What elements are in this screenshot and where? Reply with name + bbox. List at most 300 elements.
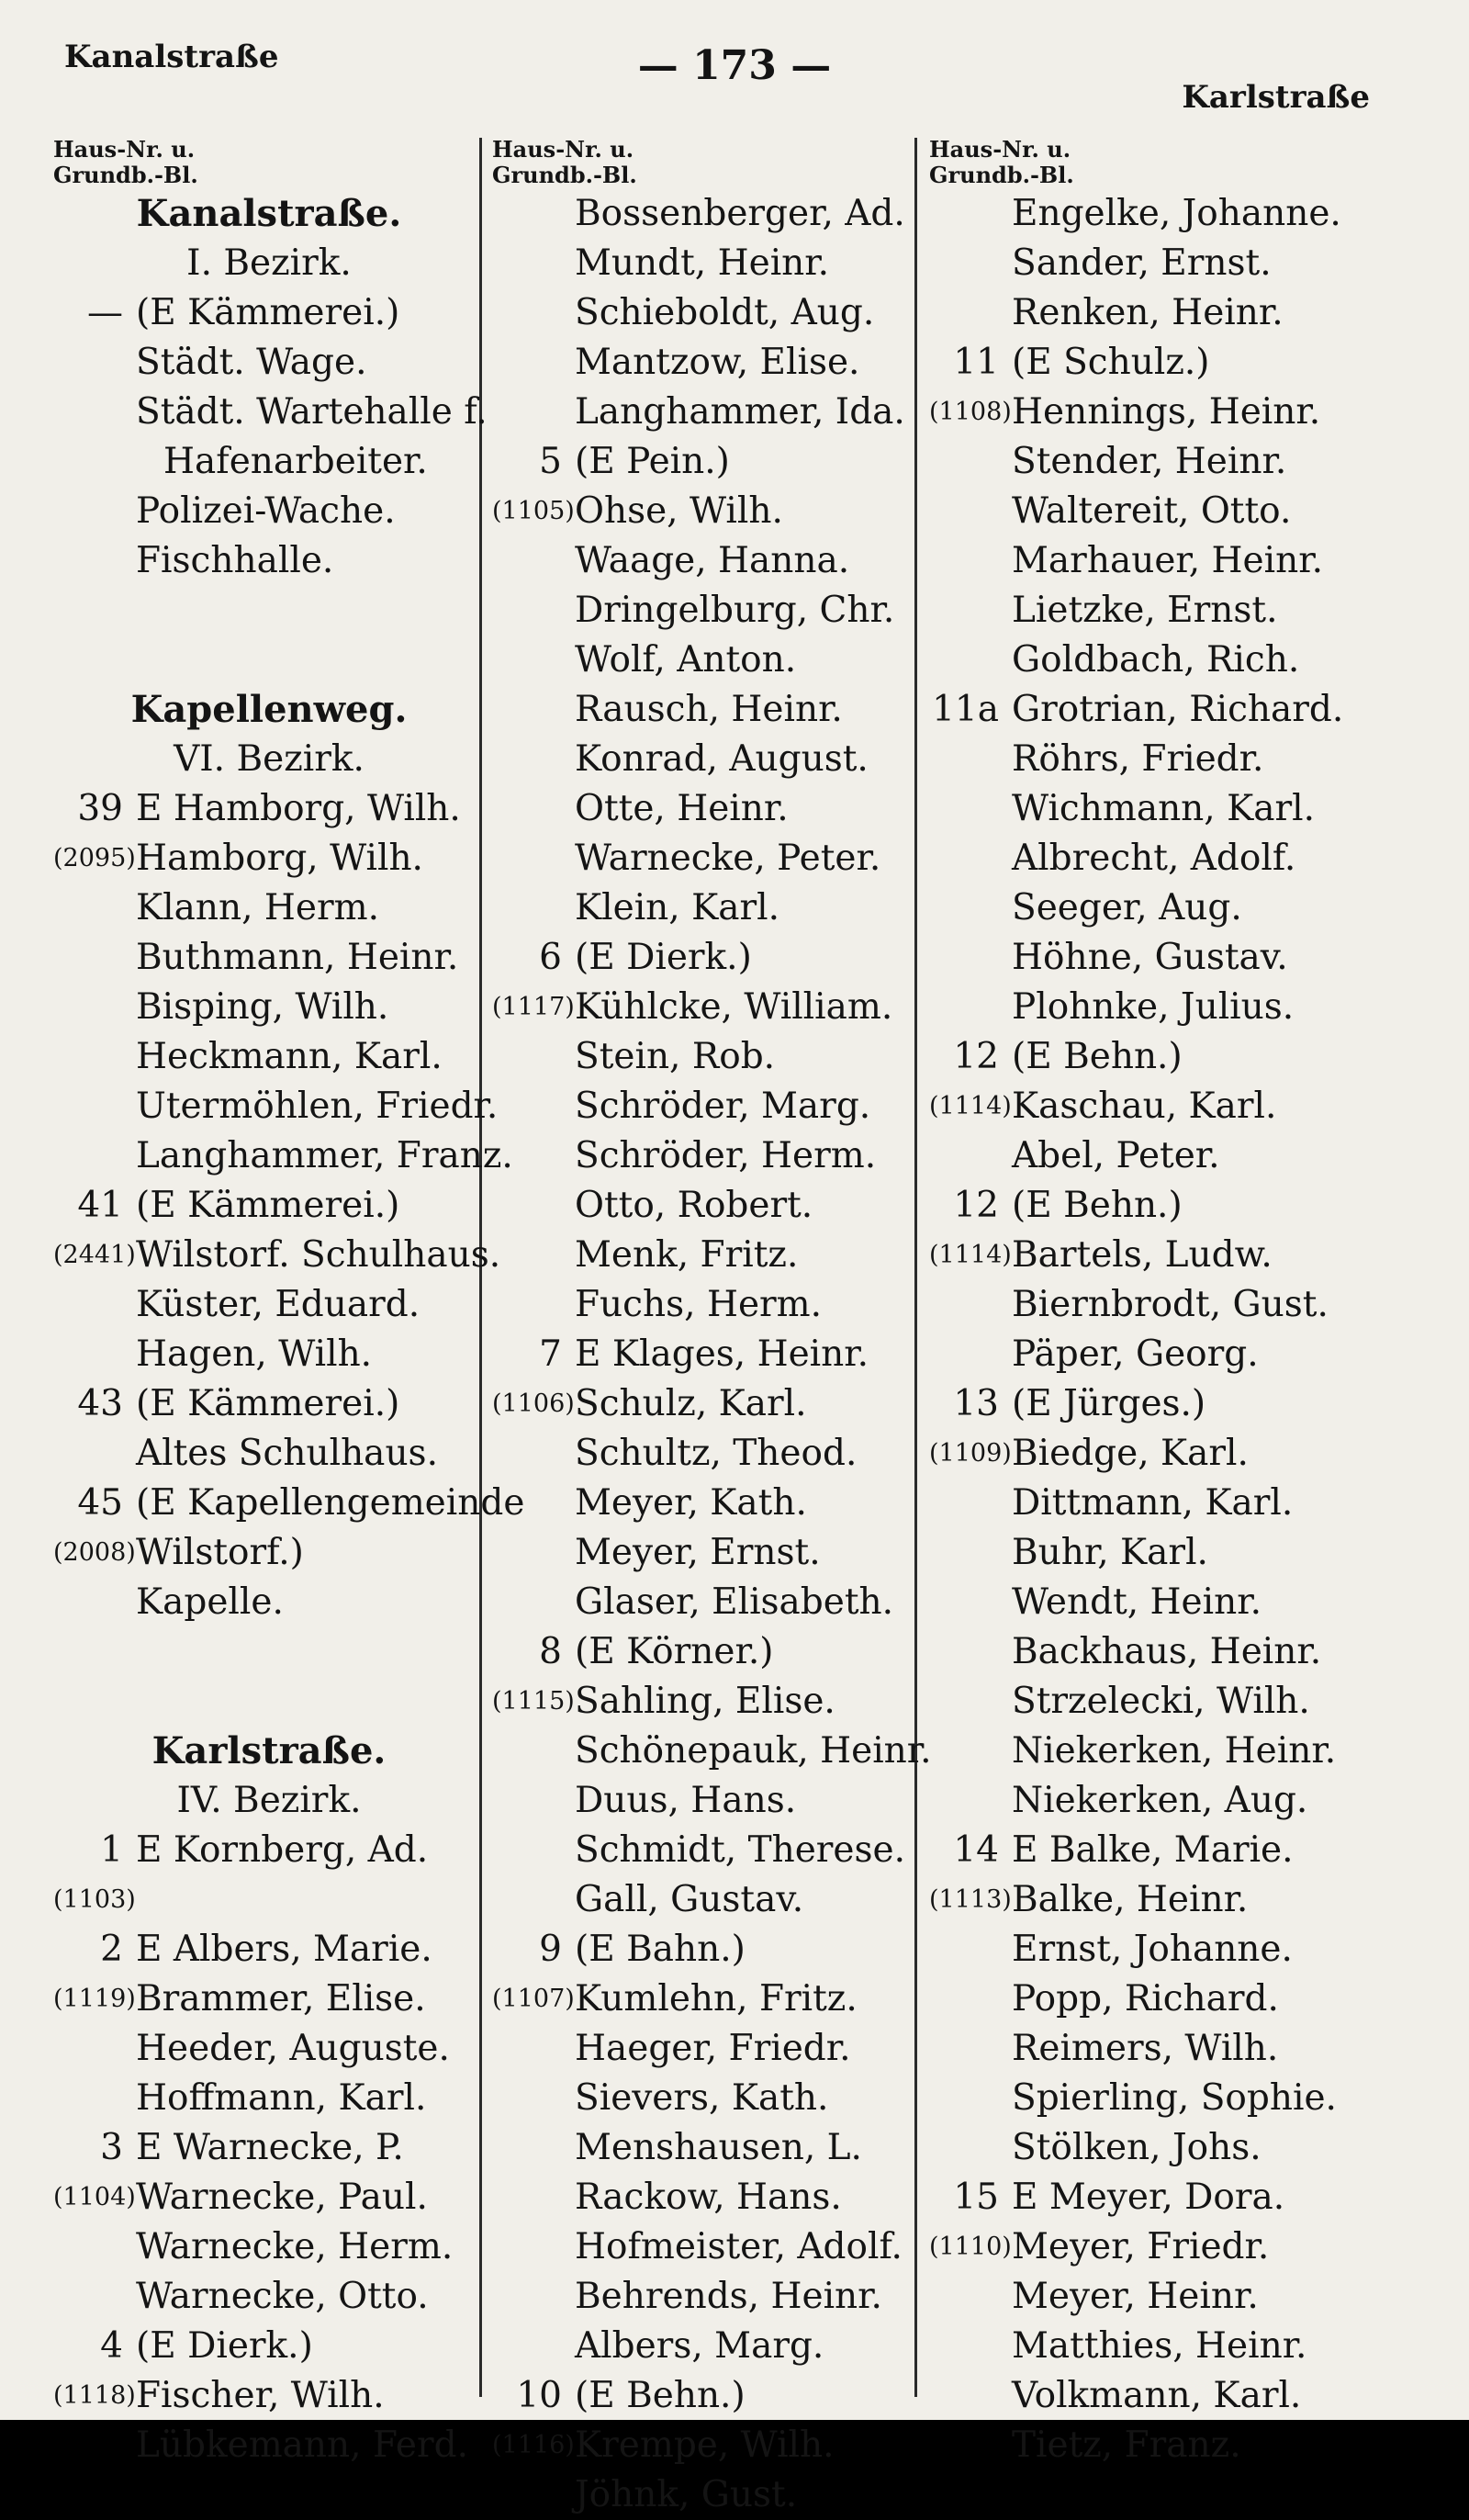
directory-entry (53, 338, 485, 388)
resident-name: Meyer, Kath. (575, 1482, 807, 1524)
column-header-line: Haus-Nr. u. (53, 136, 196, 163)
directory-entry (53, 1379, 485, 1429)
house-number: 3 (100, 2127, 123, 2168)
directory-entry (492, 1032, 924, 1082)
directory-entry (492, 2074, 924, 2123)
resident-name: Kumlehn, Fritz. (575, 1978, 858, 2019)
resident-name: (E Behn.) (575, 2375, 746, 2416)
resident-name: Meyer, Ernst. (575, 1532, 821, 1573)
resident-name: Buthmann, Heinr. (136, 937, 459, 978)
directory-entry (929, 1727, 1361, 1776)
house-number (492, 388, 575, 437)
house-number (929, 1677, 1012, 1727)
house-number (492, 784, 575, 834)
house-number: (1117) (492, 993, 575, 1021)
house-number (929, 1330, 1012, 1379)
resident-name: Renken, Heinr. (1012, 292, 1284, 333)
directory-entry (929, 933, 1361, 983)
resident-name: E Kornberg, Ad. (136, 1829, 429, 1871)
directory-entry (929, 1974, 1361, 2024)
resident-name: Kapelle. (136, 1581, 284, 1623)
directory-entry (929, 1826, 1361, 1875)
resident-name: Otto, Robert. (575, 1185, 813, 1226)
directory-entry (53, 983, 485, 1032)
resident-name: Stölken, Johs. (1012, 2127, 1262, 2168)
directory-entry (929, 2272, 1361, 2322)
directory-entry (53, 834, 485, 883)
resident-name: Ohse, Wilh. (575, 490, 783, 532)
directory-entry (929, 2222, 1361, 2272)
house-number (53, 1032, 136, 1082)
resident-name: Dittmann, Karl. (1012, 1482, 1294, 1524)
house-number: (2441) (53, 1241, 136, 1269)
directory-entry (929, 1082, 1361, 1131)
resident-name: (E Kämmerei.) (136, 1383, 400, 1424)
house-number: (1103) (53, 1885, 136, 1914)
house-number (53, 1131, 136, 1181)
resident-name: (E Kämmerei.) (136, 292, 400, 333)
house-number (492, 1429, 575, 1479)
directory-entry (53, 1231, 501, 1280)
house-number (492, 2222, 575, 2272)
resident-name: E Meyer, Dora. (1012, 2177, 1285, 2218)
resident-name: Sahling, Elise. (575, 1681, 835, 1722)
resident-name: (E Dierk.) (136, 2325, 313, 2367)
house-number (492, 1082, 575, 1131)
house-number: 14 (953, 1829, 999, 1871)
district-heading: I. Bezirk. (186, 242, 352, 284)
house-number (929, 2074, 1012, 2123)
resident-name: Otte, Heinr. (575, 788, 789, 829)
directory-entry (492, 288, 924, 338)
directory-entry (53, 933, 485, 983)
resident-name: Stender, Heinr. (1012, 441, 1287, 482)
directory-entry (929, 1776, 1361, 1826)
house-number (492, 883, 575, 933)
resident-name: Warnecke, Paul. (136, 2177, 428, 2218)
house-number: (1104) (53, 2183, 136, 2211)
house-number (929, 1974, 1012, 2024)
house-number: (1108) (929, 398, 1012, 426)
directory-entry (53, 2371, 485, 2421)
directory-entry (492, 1429, 924, 1479)
directory-entry (53, 2322, 485, 2371)
resident-name: (E Körner.) (575, 1631, 774, 1672)
house-number: (1106) (492, 1389, 575, 1418)
house-number (929, 1528, 1012, 1578)
house-number: 41 (77, 1185, 123, 1226)
resident-name: Schröder, Herm. (575, 1135, 877, 1176)
column-header-line: Grundb.-Bl. (492, 162, 637, 188)
house-number: 6 (539, 937, 562, 978)
house-number (492, 1280, 575, 1330)
directory-entry (929, 2421, 1361, 2470)
directory-entry (929, 2024, 1361, 2074)
house-number (929, 834, 1012, 883)
column-header (492, 138, 924, 189)
house-number: 10 (516, 2375, 562, 2416)
house-number (929, 1280, 1012, 1330)
house-number (492, 536, 575, 586)
resident-name: Buhr, Karl. (1012, 1532, 1208, 1573)
house-number (53, 983, 136, 1032)
directory-entry (492, 1082, 924, 1131)
directory-entry (53, 487, 485, 536)
resident-name: Hoffmann, Karl. (136, 2077, 427, 2119)
directory-entry (53, 2421, 485, 2470)
directory-entry (492, 834, 924, 883)
house-number: (1114) (929, 1092, 1012, 1120)
directory-entry (492, 2371, 924, 2421)
directory-entry (929, 388, 1361, 437)
house-number: (1113) (929, 1885, 1012, 1914)
house-number (492, 1528, 575, 1578)
house-number (929, 983, 1012, 1032)
directory-entry (492, 685, 924, 735)
house-number (492, 1875, 575, 1925)
directory-entry (492, 388, 924, 437)
column-header (929, 138, 1361, 189)
directory-entry (492, 2173, 924, 2222)
resident-name: Balke, Heinr. (1012, 1879, 1249, 1920)
directory-entry (53, 1330, 485, 1379)
house-number: (1109) (929, 1439, 1012, 1468)
directory-entry (53, 1974, 485, 2024)
house-number: 2 (100, 1929, 123, 1970)
house-number: 43 (77, 1383, 123, 1424)
directory-entry (929, 1131, 1361, 1181)
house-number (929, 1627, 1012, 1677)
house-number (53, 2024, 136, 2074)
resident-name: Sievers, Kath. (575, 2077, 829, 2119)
directory-entry (53, 1479, 525, 1528)
house-number: 7 (539, 1333, 562, 1375)
directory-entry (492, 1280, 924, 1330)
directory-entry (929, 1429, 1361, 1479)
house-number: 13 (953, 1383, 999, 1424)
house-number (492, 2074, 575, 2123)
house-number (929, 2123, 1012, 2173)
house-number (53, 338, 136, 388)
house-number (53, 1082, 136, 1131)
resident-name: Städt. Wartehalle f. (136, 391, 488, 433)
resident-name: E Balke, Marie. (1012, 1829, 1294, 1871)
resident-name: Tietz, Franz. (1012, 2424, 1241, 2466)
resident-name: (E Behn.) (1012, 1185, 1183, 1226)
resident-name: Warnecke, Herm. (136, 2226, 454, 2267)
directory-entry (492, 189, 924, 239)
directory-entry (492, 586, 924, 636)
resident-name: Schönepauk, Heinr. (575, 1730, 932, 1772)
resident-name: Hagen, Wilh. (136, 1333, 373, 1375)
resident-name: Klein, Karl. (575, 887, 779, 928)
house-number (929, 536, 1012, 586)
directory-entry (929, 1875, 1361, 1925)
directory-entry (929, 586, 1361, 636)
resident-name: Kühlcke, William. (575, 986, 893, 1028)
street-heading: Karlstraße. (151, 1729, 387, 1772)
house-number: (2095) (53, 844, 136, 872)
directory-entry (492, 338, 924, 388)
house-number: (1119) (53, 1985, 136, 2013)
section-gap (53, 1627, 485, 1727)
house-number (929, 586, 1012, 636)
directory-entry (53, 288, 485, 338)
directory-entry (929, 1330, 1361, 1379)
directory-entry (929, 685, 1361, 735)
resident-name: (E Kämmerei.) (136, 1185, 400, 1226)
directory-entry (929, 536, 1361, 586)
resident-name: Rackow, Hans. (575, 2177, 842, 2218)
house-number (53, 1330, 136, 1379)
directory-entry (492, 933, 924, 983)
resident-name: Ernst, Johanne. (1012, 1929, 1293, 1970)
house-number (492, 1131, 575, 1181)
resident-name: Haeger, Friedr. (575, 2028, 851, 2069)
directory-entry (492, 2421, 924, 2470)
resident-name: Meyer, Heinr. (1012, 2276, 1259, 2317)
resident-name: Städt. Wage. (136, 342, 367, 383)
house-number (929, 1131, 1012, 1181)
house-number: 39 (77, 788, 123, 829)
resident-name: Wolf, Anton. (575, 639, 797, 681)
resident-name: Schröder, Marg. (575, 1086, 871, 1127)
directory-entry (492, 636, 924, 685)
directory-entry (492, 1875, 924, 1925)
house-number: (1114) (929, 1241, 1012, 1269)
directory-entry (929, 2173, 1361, 2222)
resident-name: Waage, Hanna. (575, 540, 850, 581)
resident-name: Höhne, Gustav. (1012, 937, 1288, 978)
resident-name: Schulz, Karl. (575, 1383, 807, 1424)
house-number (929, 1776, 1012, 1826)
house-number (53, 437, 136, 487)
resident-name: Schultz, Theod. (575, 1433, 858, 1474)
house-number: (1107) (492, 1985, 575, 2013)
directory-entry (492, 2024, 924, 2074)
resident-name: (E Dierk.) (575, 937, 752, 978)
directory-entry (929, 1479, 1361, 1528)
house-number: 45 (77, 1482, 123, 1524)
directory-entry (492, 1231, 924, 1280)
resident-name: Schmidt, Therese. (575, 1829, 905, 1871)
house-number: (2008) (53, 1538, 136, 1567)
resident-name: Brammer, Elise. (136, 1978, 426, 2019)
directory-entry (492, 1528, 924, 1578)
directory-entry (53, 1875, 485, 1925)
directory-entry (929, 1578, 1361, 1627)
directory-entry (492, 487, 924, 536)
house-number (929, 784, 1012, 834)
house-number (929, 2371, 1012, 2421)
directory-entry (492, 2123, 924, 2173)
house-number (53, 2074, 136, 2123)
directory-entry (929, 2322, 1361, 2371)
directory-entry (53, 1280, 485, 1330)
directory-entry (492, 1330, 924, 1379)
directory-entry (492, 1727, 932, 1776)
house-number (492, 636, 575, 685)
house-number: (1110) (929, 2233, 1012, 2261)
resident-name: (E Pein.) (575, 441, 730, 482)
house-number (492, 1479, 575, 1528)
directory-entry (53, 1528, 485, 1578)
resident-name: Backhaus, Heinr. (1012, 1631, 1322, 1672)
directory-entry (929, 487, 1361, 536)
resident-name: Röhrs, Friedr. (1012, 738, 1264, 780)
resident-name: Hofmeister, Adolf. (575, 2226, 903, 2267)
directory-entry (929, 883, 1361, 933)
resident-name: Klann, Herm. (136, 887, 380, 928)
house-number (53, 487, 136, 536)
house-number (492, 1231, 575, 1280)
house-number: 8 (539, 1631, 562, 1672)
house-number (929, 883, 1012, 933)
resident-name: Mundt, Heinr. (575, 242, 830, 284)
house-number (492, 1578, 575, 1627)
resident-name: Strzelecki, Wilh. (1012, 1681, 1310, 1722)
directory-entry (929, 983, 1361, 1032)
house-number (492, 1727, 575, 1776)
house-number (929, 2421, 1012, 2470)
resident-name: (E Schulz.) (1012, 342, 1210, 383)
resident-name: (E Jürges.) (1012, 1383, 1206, 1424)
resident-name: Konrad, August. (575, 738, 869, 780)
resident-name: E Warnecke, P. (136, 2127, 404, 2168)
directory-entry (929, 239, 1361, 288)
house-number (929, 1578, 1012, 1627)
directory-entry (492, 1677, 924, 1727)
resident-name: E Hamborg, Wilh. (136, 788, 461, 829)
house-number (929, 239, 1012, 288)
resident-name: (E Behn.) (1012, 1036, 1183, 1077)
house-number (929, 1727, 1012, 1776)
house-number (53, 2421, 136, 2470)
resident-name: Wendt, Heinr. (1012, 1581, 1262, 1623)
directory-entry (929, 1032, 1361, 1082)
running-head-left: Kanalstraße (64, 39, 279, 75)
resident-name: Wilstorf.) (136, 1532, 304, 1573)
directory-entry (929, 1379, 1361, 1429)
resident-name: Heeder, Auguste. (136, 2028, 450, 2069)
resident-name: Menk, Fritz. (575, 1234, 799, 1276)
resident-name: Goldbach, Rich. (1012, 639, 1300, 681)
resident-name: Niekerken, Heinr. (1012, 1730, 1337, 1772)
directory-entry (929, 735, 1361, 784)
directory-entry (492, 2470, 924, 2520)
page-number: — 173 — (637, 42, 832, 89)
directory-entry (492, 1826, 924, 1875)
house-number: 12 (953, 1185, 999, 1226)
directory-entry (53, 2272, 485, 2322)
resident-name: Wichmann, Karl. (1012, 788, 1315, 829)
directory-entry (492, 1379, 924, 1429)
directory-entry (53, 1181, 485, 1231)
resident-name: Albrecht, Adolf. (1012, 838, 1296, 879)
resident-name: Krempe, Wilh. (575, 2424, 835, 2466)
resident-name: Bartels, Ludw. (1012, 1234, 1273, 1276)
directory-entry (929, 1280, 1361, 1330)
resident-name: Albers, Marg. (575, 2325, 824, 2367)
resident-name: Schieboldt, Aug. (575, 292, 875, 333)
house-number (492, 2470, 575, 2520)
directory-entry (492, 784, 924, 834)
resident-name: Meyer, Friedr. (1012, 2226, 1270, 2267)
house-number (929, 2322, 1012, 2371)
directory-entry (929, 834, 1361, 883)
column-header (53, 138, 485, 189)
house-number (929, 1479, 1012, 1528)
house-number: (1105) (492, 497, 575, 525)
resident-name: Jöhnk, Gust. (575, 2474, 798, 2515)
resident-name: Glaser, Elisabeth. (575, 1581, 894, 1623)
resident-name: Marhauer, Heinr. (1012, 540, 1323, 581)
directory-entry (929, 338, 1361, 388)
directory-entry (53, 388, 488, 437)
house-number: 11 (953, 342, 999, 383)
street-heading: Kanalstraße. (136, 192, 402, 235)
directory-entry (53, 2123, 485, 2173)
district-heading: IV. Bezirk. (176, 1780, 362, 1821)
house-number (492, 586, 575, 636)
column-header-line: Grundb.-Bl. (53, 162, 198, 188)
resident-name: Menshausen, L. (575, 2127, 862, 2168)
resident-name: Warnecke, Otto. (136, 2276, 429, 2317)
resident-name: Hamborg, Wilh. (136, 838, 423, 879)
directory-entry (492, 239, 924, 288)
house-number (929, 189, 1012, 239)
resident-name: Lietzke, Ernst. (1012, 590, 1278, 631)
directory-entry (53, 784, 485, 834)
directory-entry (53, 1131, 513, 1181)
resident-name: Langhammer, Franz. (136, 1135, 513, 1176)
directory-entry (53, 1429, 485, 1479)
house-number (492, 2123, 575, 2173)
house-number (929, 487, 1012, 536)
directory-entry (492, 1131, 924, 1181)
resident-name: Kaschau, Karl. (1012, 1086, 1277, 1127)
house-number (492, 2173, 575, 2222)
resident-name: Waltereit, Otto. (1012, 490, 1292, 532)
house-number: 9 (539, 1929, 562, 1970)
house-number (492, 239, 575, 288)
running-head-right: Karlstraße (1182, 79, 1370, 116)
directory-entry (53, 1925, 485, 1974)
house-number (492, 1826, 575, 1875)
house-number: 1 (100, 1829, 123, 1871)
resident-name: Reimers, Wilh. (1012, 2028, 1279, 2069)
directory-entry (53, 1578, 485, 1627)
resident-name: Fischhalle. (136, 540, 334, 581)
house-number (492, 2272, 575, 2322)
resident-name: Duus, Hans. (575, 1780, 797, 1821)
directory-entry (492, 883, 924, 933)
directory-entry (53, 2173, 485, 2222)
resident-name: Behrends, Heinr. (575, 2276, 882, 2317)
directory-entry (492, 2322, 924, 2371)
directory-entry (492, 437, 924, 487)
resident-name: Stein, Rob. (575, 1036, 776, 1077)
resident-name: Volkmann, Karl. (1012, 2375, 1302, 2416)
directory-entry (929, 1677, 1361, 1727)
directory-entry (492, 1974, 924, 2024)
directory-entry (492, 1578, 924, 1627)
house-number (492, 288, 575, 338)
resident-name: (E Bahn.) (575, 1929, 746, 1970)
resident-name: Warnecke, Peter. (575, 838, 881, 879)
column-header-line: Haus-Nr. u. (492, 136, 634, 163)
directory-entry (53, 2074, 485, 2123)
